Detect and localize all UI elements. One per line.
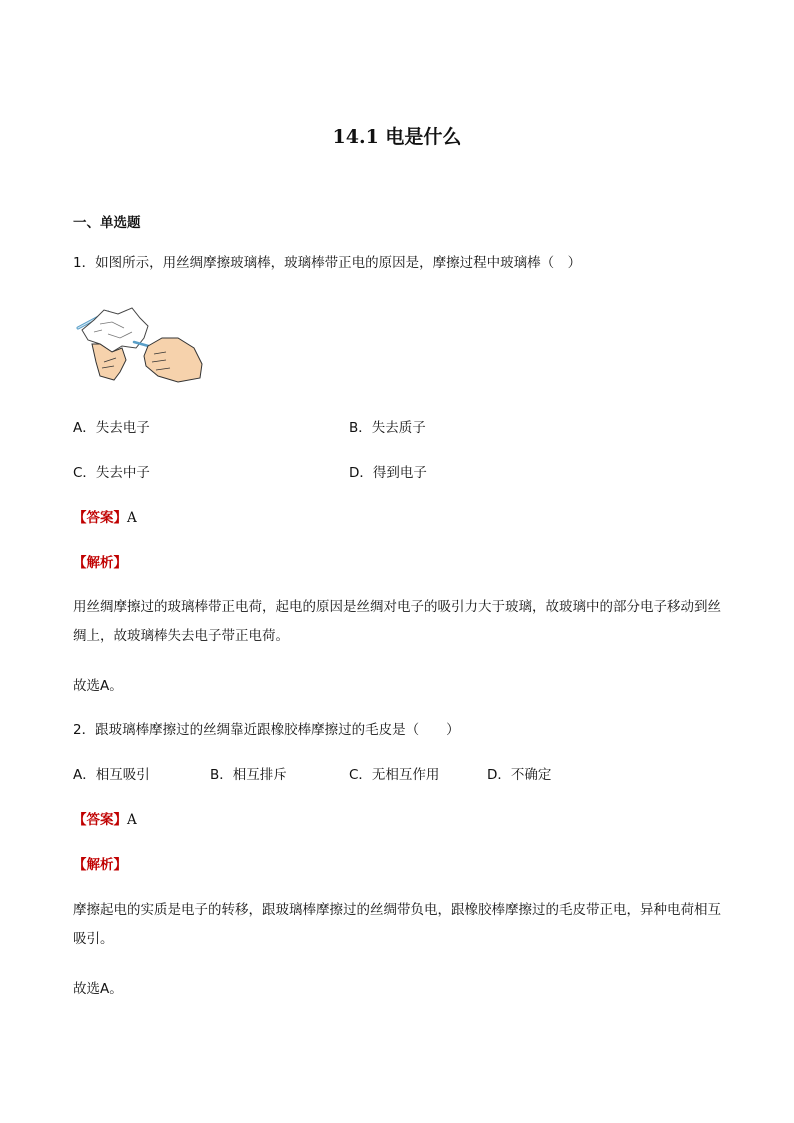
hand-rubbing-glass-rod-illustration — [74, 302, 204, 384]
answer-value: A — [127, 510, 137, 526]
section-heading: 一、单选题 — [73, 215, 141, 231]
page-title: 14.1 电是什么 — [332, 126, 462, 148]
analysis-label: 【解析】 — [73, 555, 127, 571]
option-c: C．无相互作用 — [349, 767, 440, 783]
question-1-stem: 1．如图所示，用丝绸摩擦玻璃棒，玻璃棒带正电的原因是，摩擦过程中玻璃棒（ ） — [73, 255, 582, 271]
answer-line — [73, 811, 137, 829]
conclusion-text: 故选A。 — [73, 678, 123, 694]
question-2-stem: 2．跟玻璃棒摩擦过的丝绸靠近跟橡胶棒摩擦过的毛皮是（ ） — [73, 722, 460, 738]
analysis-label: 【解析】 — [73, 857, 127, 873]
answer-value: A — [127, 812, 137, 828]
option-b: B．失去质子 — [349, 420, 426, 436]
option-a: A．失去电子 — [73, 420, 150, 436]
analysis-line — [73, 856, 127, 874]
option-a: A．相互吸引 — [73, 767, 150, 783]
option-b: B．相互排斥 — [210, 767, 287, 783]
answer-label: 【答案】 — [73, 812, 127, 828]
answer-label: 【答案】 — [73, 510, 127, 526]
option-d: D．不确定 — [487, 767, 552, 783]
answer-line — [73, 509, 137, 527]
conclusion-text: 故选A。 — [73, 981, 123, 997]
analysis-text: 摩擦起电的实质是电子的转移，跟玻璃棒摩擦过的丝绸带负电，跟橡胶棒摩擦过的毛皮带正电，异种电荷相互吸引。 — [73, 902, 721, 947]
analysis-line — [73, 554, 127, 572]
option-c: C．失去中子 — [73, 465, 150, 481]
analysis-text: 用丝绸摩擦过的玻璃棒带正电荷，起电的原因是丝绸对电子的吸引力大于玻璃，故玻璃中的部分电子移动到丝绸上，故玻璃棒失去电子带正电荷。 — [73, 599, 721, 644]
option-d: D．得到电子 — [349, 465, 427, 481]
